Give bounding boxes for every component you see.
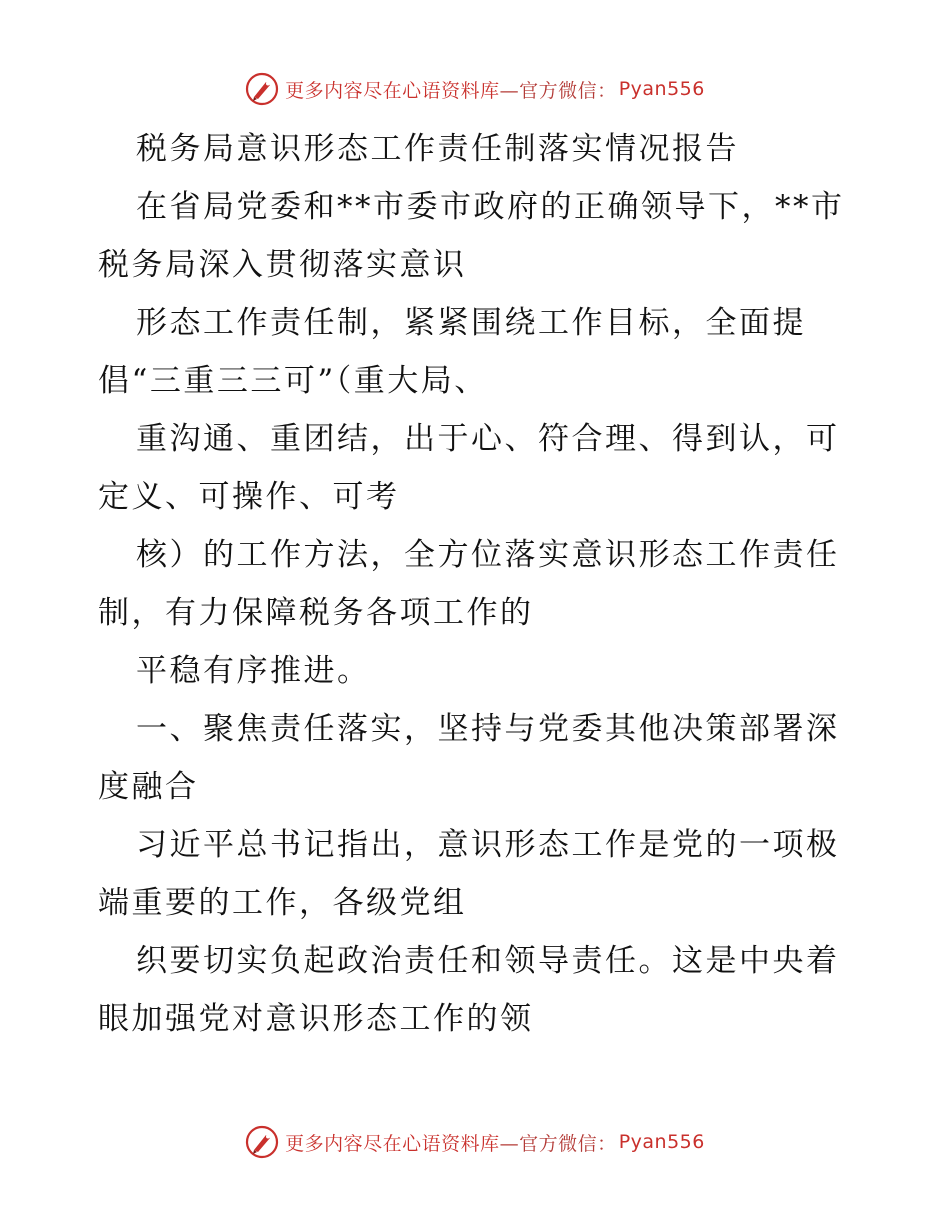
watermark-wechat-id: Pyan556	[618, 1131, 705, 1153]
text-line: 平稳有序推进。	[136, 653, 371, 689]
pen-logo-icon	[245, 72, 279, 106]
watermark-sub-text: —官方微信：	[499, 1132, 617, 1155]
text-line: 形态工作责任制，紧紧围绕工作目标，全面提	[136, 305, 806, 341]
watermark-main-text: 更多内容尽在心语资料库	[285, 79, 500, 102]
text-line: 在省局党委和**市委市政府的正确领导下，**市	[136, 189, 845, 225]
text-line: 税务局深入贯彻落实意识	[98, 247, 467, 283]
text-line: 度融合	[98, 769, 199, 805]
text-line: 端重要的工作，各级党组	[98, 885, 467, 921]
text-line: 重沟通、重团结，出于心、符合理、得到认，可	[136, 421, 840, 457]
text-line: 眼加强党对意识形态工作的领	[98, 1001, 534, 1037]
text-line: 制，有力保障税务各项工作的	[98, 595, 534, 631]
text-line: 习近平总书记指出，意识形态工作是党的一项极	[136, 827, 840, 863]
text-line: 核）的工作方法，全方位落实意识形态工作责任	[136, 537, 840, 573]
text-line: 织要切实负起政治责任和领导责任。这是中央着	[136, 943, 840, 979]
watermark-wechat-id: Pyan556	[618, 78, 705, 100]
text-line: 倡“三重三三可”（重大局、	[98, 363, 488, 399]
footer-watermark	[0, 1125, 950, 1159]
watermark-main-text: 更多内容尽在心语资料库	[285, 1132, 500, 1155]
pen-logo-icon	[245, 1125, 279, 1159]
document-body	[98, 120, 858, 1048]
text-line: 定义、可操作、可考	[98, 479, 400, 515]
text-line: 一、聚焦责任落实，坚持与党委其他决策部署深	[136, 711, 840, 747]
watermark-sub-text: —官方微信：	[499, 79, 617, 102]
header-watermark	[0, 72, 950, 106]
text-line: 税务局意识形态工作责任制落实情况报告	[136, 131, 739, 167]
